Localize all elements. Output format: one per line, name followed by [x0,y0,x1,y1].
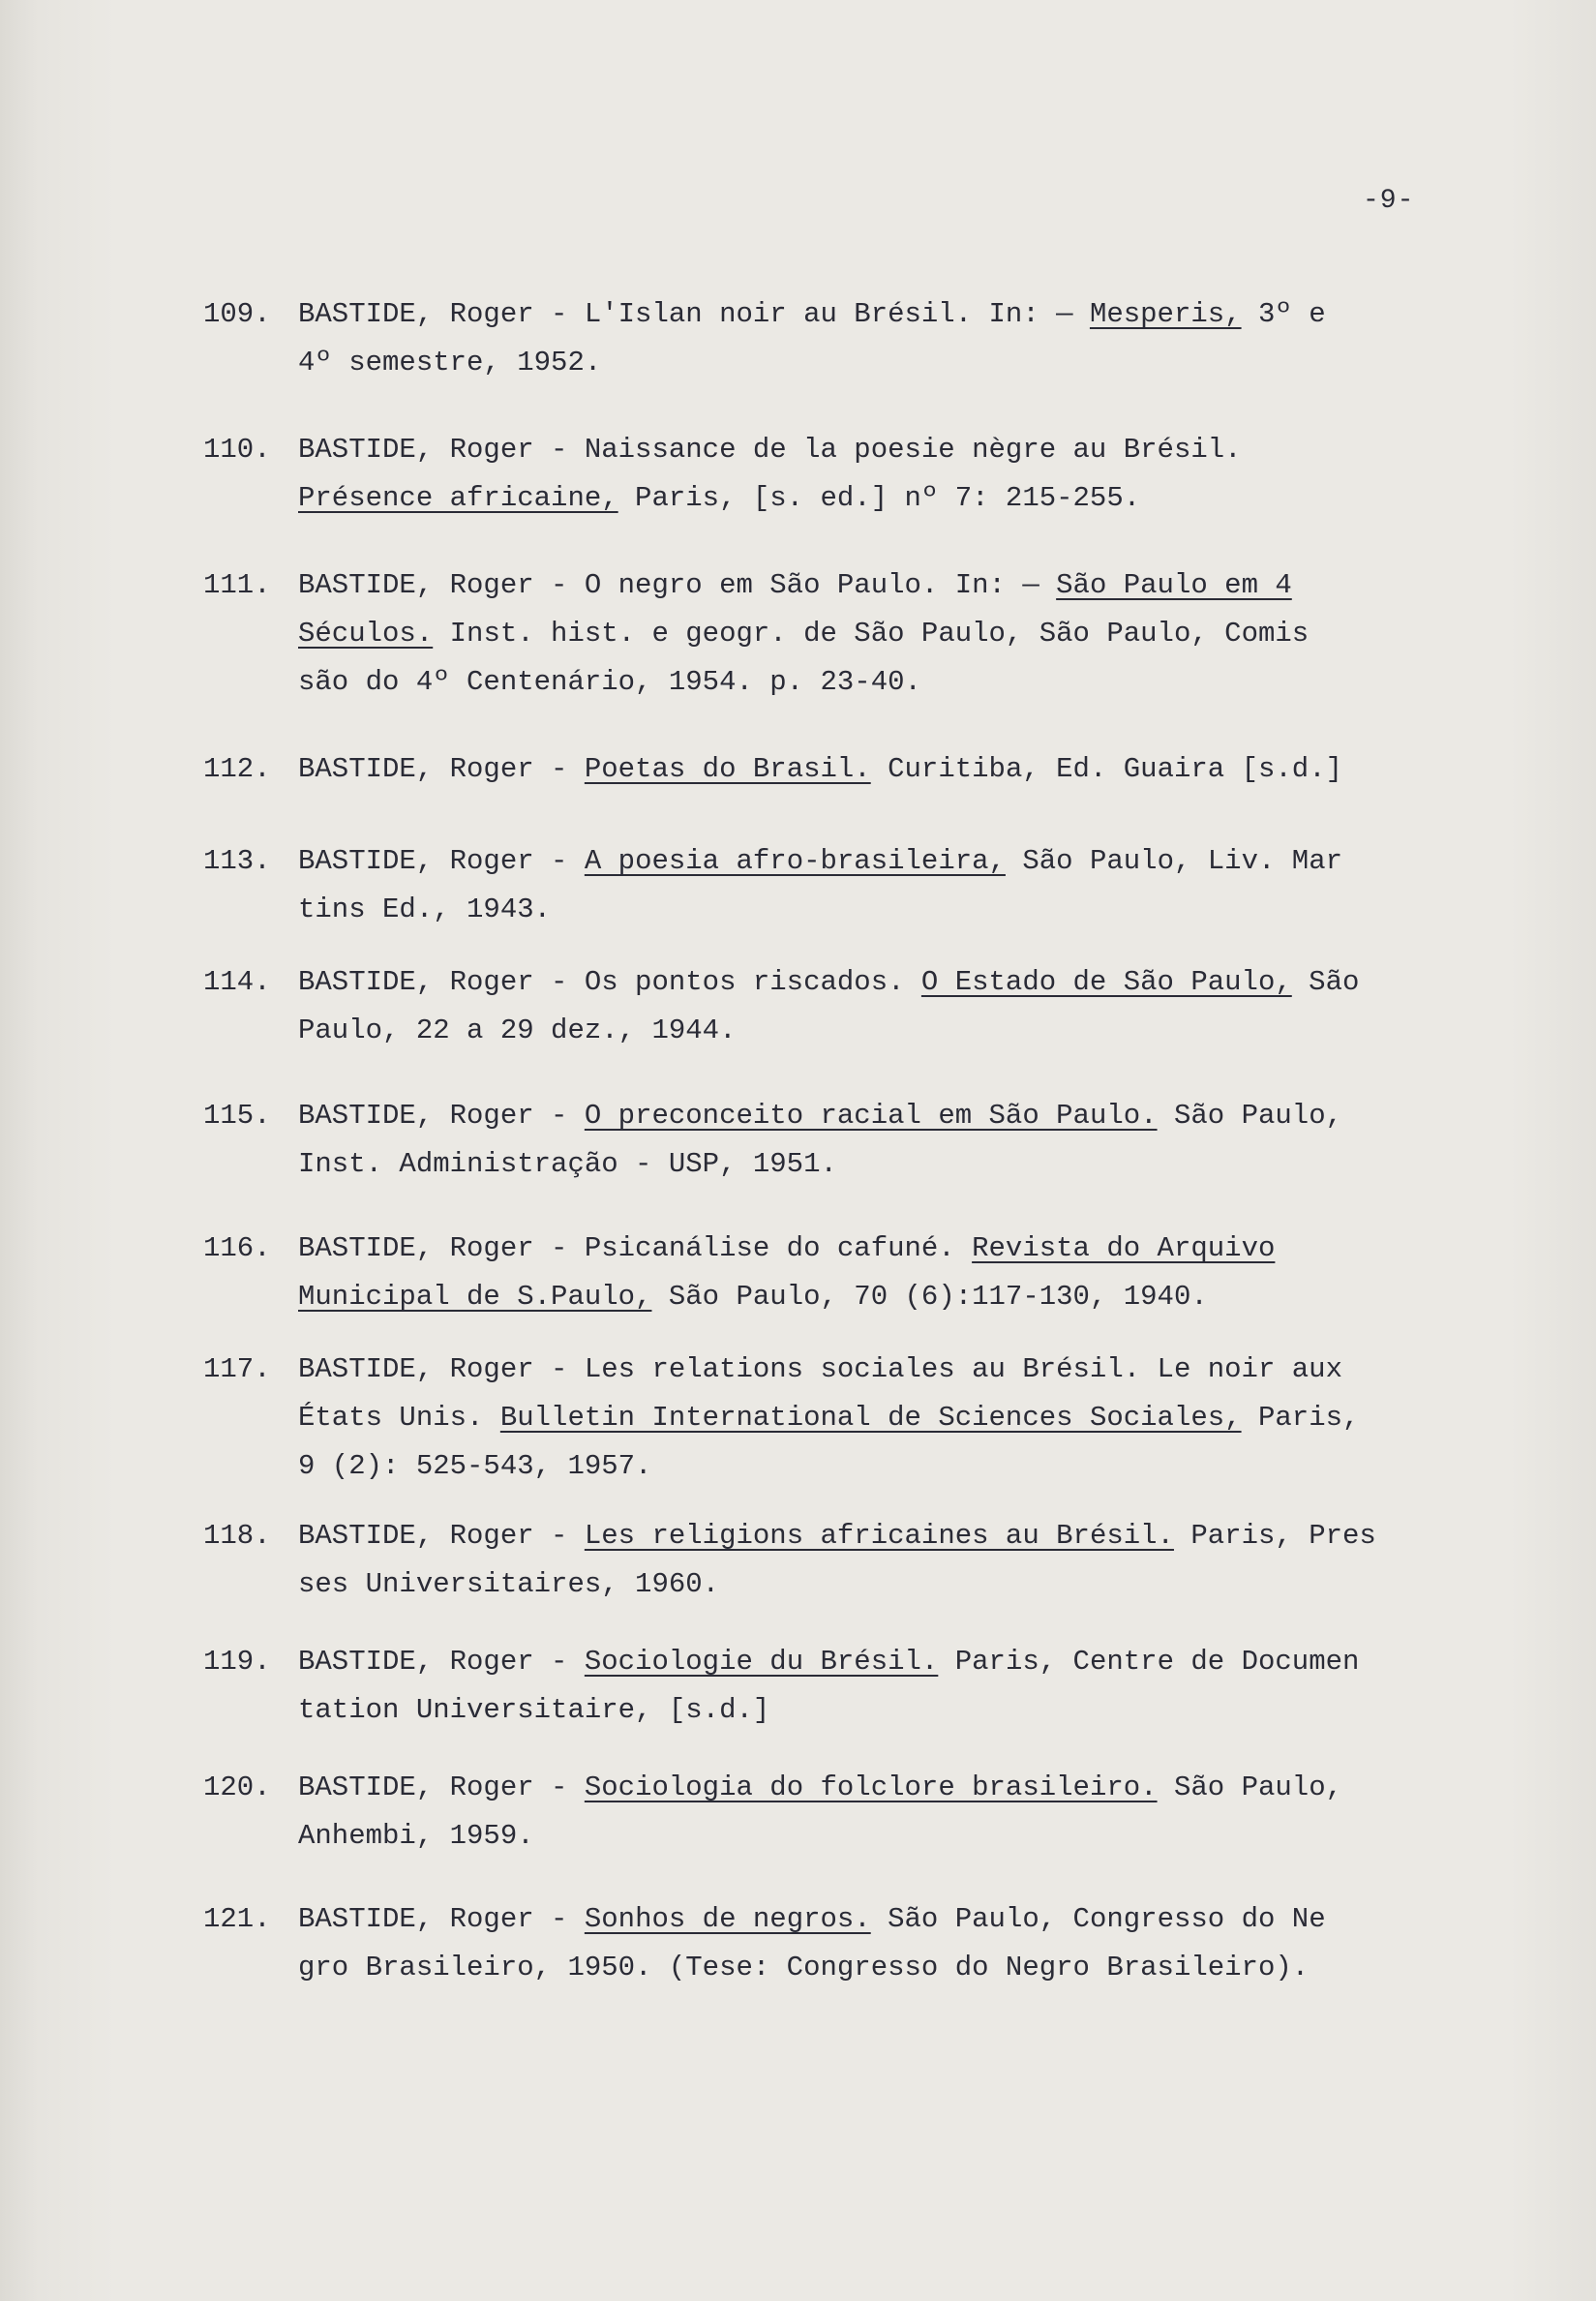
bibliography-entry-112: 112. BASTIDE, Roger - Poetas do Brasil. Curitiba, Ed. Guaira [s.d.] [203,745,1461,794]
bibliography-entry-113: 113. BASTIDE, Roger - A poesia afro-brasileira, São Paulo, Liv. Mar tins Ed., 1943. [203,837,1461,934]
page-number: -9- [1363,186,1415,216]
entry-number: 109. [203,298,271,330]
bibliography-entry-116: 116. BASTIDE, Roger - Psicanálise do cafuné. Revista do Arquivo Municipal de S.Paulo, São Paulo, 70 (6):117-130, 1940. [203,1225,1461,1321]
entry-number: 111. [203,569,271,601]
bibliography-entry-120: 120. BASTIDE, Roger - Sociologia do folclore brasileiro. São Paulo, Anhembi, 1959. [203,1764,1461,1861]
bibliography-entry-109: 109. BASTIDE, Roger - L'Islan noir au Brésil. In: — Mesperis, 3º e 4º semestre, 1952. [203,290,1461,387]
bibliography-entry-117: 117. BASTIDE, Roger - Les relations sociales au Brésil. Le noir aux États Unis. Bulletin International de Sciences Sociales, Paris, 9 (2): 525-543, 1957. [203,1346,1461,1491]
bibliography-entry-121: 121. BASTIDE, Roger - Sonhos de negros. São Paulo, Congresso do Ne gro Brasileiro, 1950. (Tese: Congresso do Negro Brasileiro). [203,1895,1461,1992]
bibliography-entry-119: 119. BASTIDE, Roger - Sociologie du Brésil. Paris, Centre de Documen tation Universitaire, [s.d.] [203,1638,1461,1735]
entry-number: 117. [203,1353,271,1385]
entry-number: 116. [203,1232,271,1264]
bibliography-entry-118: 118. BASTIDE, Roger - Les religions africaines au Brésil. Paris, Pres ses Universitaires, 1960. [203,1512,1461,1609]
entry-number: 112. [203,753,271,785]
entry-number: 118. [203,1520,271,1552]
entry-number: 120. [203,1771,271,1803]
bibliography-entry-114: 114. BASTIDE, Roger - Os pontos riscados. O Estado de São Paulo, São Paulo, 22 a 29 dez., 1944. [203,958,1461,1055]
entry-number: 115. [203,1100,271,1132]
entry-number: 113. [203,845,271,877]
entry-number: 114. [203,966,271,998]
bibliography-entry-115: 115. BASTIDE, Roger - O preconceito racial em São Paulo. São Paulo, Inst. Administração - USP, 1951. [203,1092,1461,1189]
bibliography-entry-111: 111. BASTIDE, Roger - O negro em São Paulo. In: — São Paulo em 4 Séculos. Inst. hist. e geogr. de São Paulo, São Paulo, Comis são do 4º Centenário, 1954. p. 23-40. [203,561,1461,707]
entry-number: 121. [203,1903,271,1935]
entry-number: 110. [203,434,271,466]
entry-number: 119. [203,1646,271,1678]
bibliography-entry-110: 110. BASTIDE, Roger - Naissance de la poesie nègre au Brésil. Présence africaine, Paris, [s. ed.] nº 7: 215-255. [203,426,1461,523]
